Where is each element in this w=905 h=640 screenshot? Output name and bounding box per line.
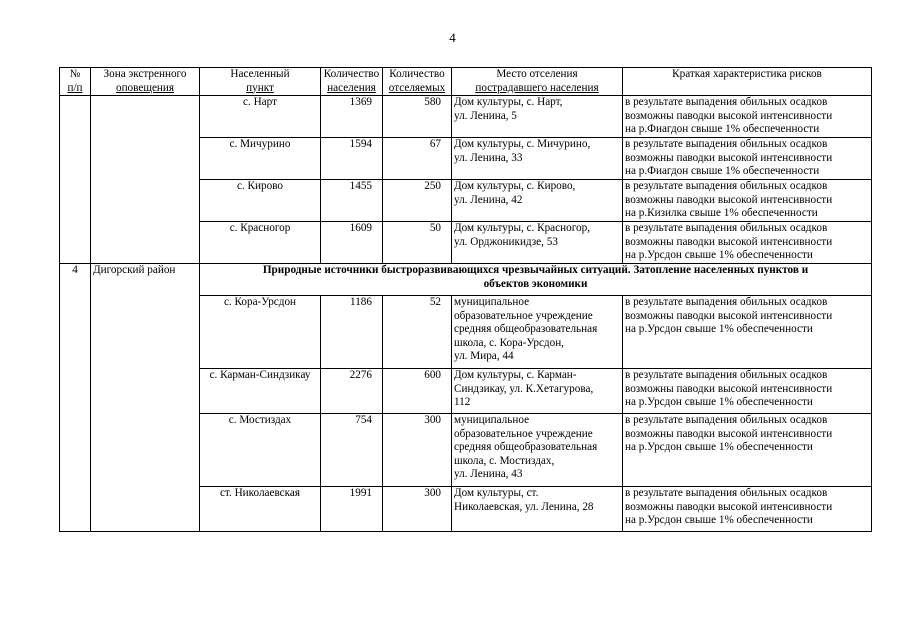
cell-population: 1991 — [321, 487, 383, 532]
header-place: Место отселения пострадавшего населения — [452, 68, 623, 96]
header-zone: Зона экстренного оповещения — [91, 68, 200, 96]
cell-place: Дом культуры, с. Красногор, ул. Орджоникидзе, 53 — [452, 222, 623, 264]
cell-evacuated: 300 — [383, 487, 452, 532]
cell-population: 1594 — [321, 138, 383, 180]
cell-settlement: с. Нарт — [200, 96, 321, 138]
cell-settlement: с. Мичурино — [200, 138, 321, 180]
cell-settlement: с. Карман-Синдзикау — [200, 369, 321, 414]
cell-population: 754 — [321, 414, 383, 487]
cell-zone — [91, 96, 200, 264]
cell-evacuated: 52 — [383, 296, 452, 369]
cell-population: 1455 — [321, 180, 383, 222]
cell-risk: в результате выпадения обильных осадков возможны паводки высокой интенсивности на р.Урсдон свыше 1% обеспеченности — [623, 296, 872, 369]
cell-risk: в результате выпадения обильных осадков возможны паводки высокой интенсивности на р.Урсдон свыше 1% обеспеченности — [623, 222, 872, 264]
header-evacuated: Количество отселяемых — [383, 68, 452, 96]
cell-place: Дом культуры, с. Карман- Синдзикау, ул. К.Хетагурова, 112 — [452, 369, 623, 414]
cell-place: Дом культуры, с. Мичурино, ул. Ленина, 33 — [452, 138, 623, 180]
cell-risk: в результате выпадения обильных осадков возможны паводки высокой интенсивности на р.Кизилка свыше 1% обеспеченности — [623, 180, 872, 222]
cell-population: 1609 — [321, 222, 383, 264]
cell-settlement: с. Красногор — [200, 222, 321, 264]
cell-evacuated: 300 — [383, 414, 452, 487]
cell-risk: в результате выпадения обильных осадков возможны паводки высокой интенсивности на р.Урсдон свыше 1% обеспеченности — [623, 487, 872, 532]
cell-evacuated: 50 — [383, 222, 452, 264]
cell-place: Дом культуры, с. Нарт, ул. Ленина, 5 — [452, 96, 623, 138]
cell-settlement: с. Кирово — [200, 180, 321, 222]
section-row — [60, 264, 872, 296]
header-no: № п/п — [60, 68, 91, 96]
cell-evacuated: 580 — [383, 96, 452, 138]
cell-place: Дом культуры, с. Кирово, ул. Ленина, 42 — [452, 180, 623, 222]
cell-section-no: 4 — [60, 264, 91, 532]
table-header-row — [60, 68, 872, 96]
section-hazard-title: Природные источники быстроразвивающихся чрезвычайных ситуаций. Затопление населенных пунктов и объектов экономики — [200, 264, 872, 296]
cell-risk: в результате выпадения обильных осадков возможны паводки высокой интенсивности на р.Фиагдон свыше 1% обеспеченности — [623, 96, 872, 138]
header-population: Количество населения — [321, 68, 383, 96]
cell-settlement: ст. Николаевская — [200, 487, 321, 532]
cell-population: 1186 — [321, 296, 383, 369]
cell-section-zone: Дигорский район — [91, 264, 200, 532]
cell-risk: в результате выпадения обильных осадков возможны паводки высокой интенсивности на р.Урсдон свыше 1% обеспеченности — [623, 369, 872, 414]
cell-risk: в результате выпадения обильных осадков возможны паводки высокой интенсивности на р.Фиагдон свыше 1% обеспеченности — [623, 138, 872, 180]
cell-population: 2276 — [321, 369, 383, 414]
cell-place: муниципальное образовательное учреждение средняя общеобразовательная школа, с. Мостиздах, ул. Ленина, 43 — [452, 414, 623, 487]
table-row — [60, 96, 872, 138]
cell-no — [60, 96, 91, 264]
cell-evacuated: 67 — [383, 138, 452, 180]
header-settlement: Населенный пункт — [200, 68, 321, 96]
cell-settlement: с. Мостиздах — [200, 414, 321, 487]
header-risk: Краткая характеристика рисков — [623, 68, 872, 96]
cell-population: 1369 — [321, 96, 383, 138]
cell-evacuated: 250 — [383, 180, 452, 222]
cell-place: муниципальное образовательное учреждение средняя общеобразовательная школа, с. Кора-Урсдон, ул. Мира, 44 — [452, 296, 623, 369]
cell-evacuated: 600 — [383, 369, 452, 414]
risk-table — [59, 67, 872, 532]
cell-settlement: с. Кора-Урсдон — [200, 296, 321, 369]
page-number: 4 — [449, 30, 456, 45]
cell-risk: в результате выпадения обильных осадков возможны паводки высокой интенсивности на р.Урсдон свыше 1% обеспеченности — [623, 414, 872, 487]
cell-place: Дом культуры, ст. Николаевская, ул. Ленина, 28 — [452, 487, 623, 532]
